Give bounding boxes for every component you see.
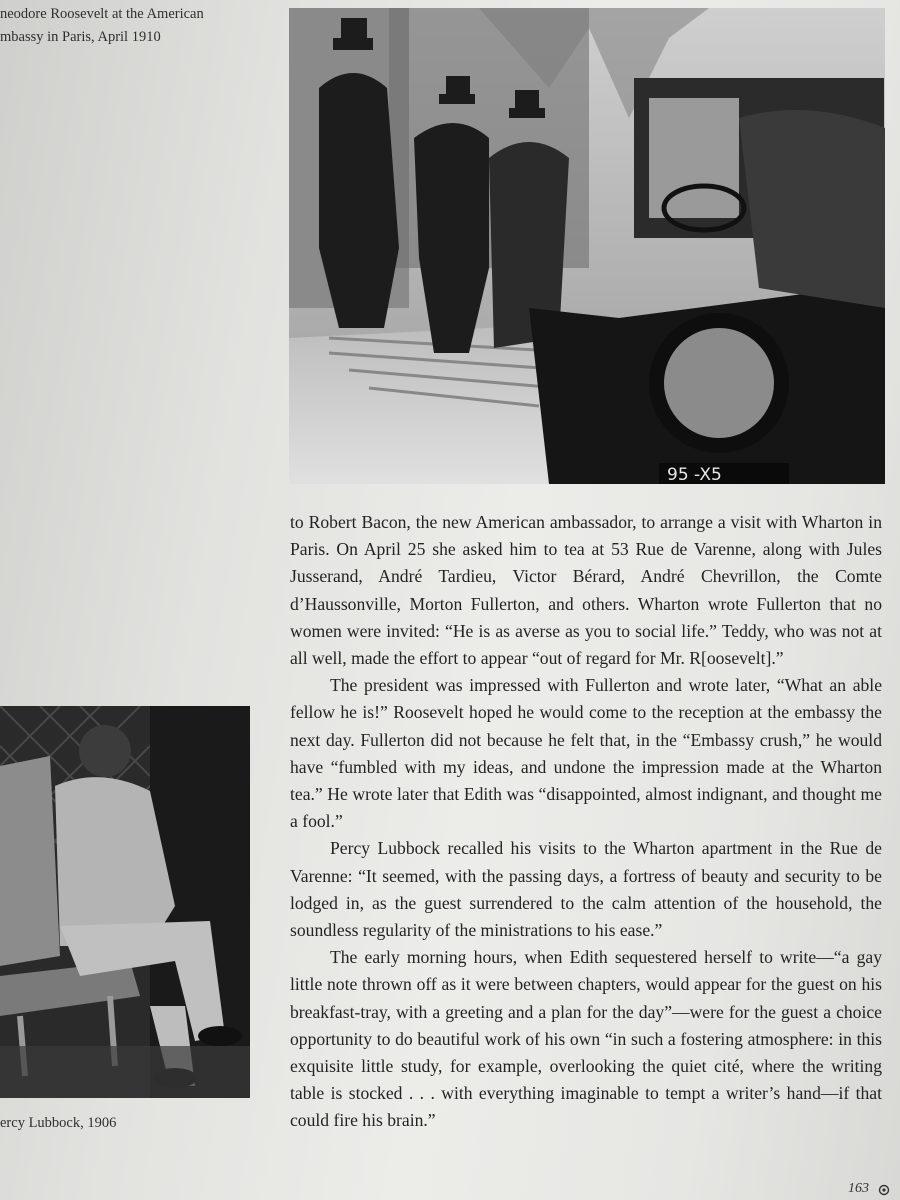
- page-number: 163: [848, 1181, 869, 1196]
- caption-line: neodore Roosevelt at the American: [0, 6, 204, 22]
- photo-percy-lubbock: [0, 706, 250, 1098]
- photo-roosevelt-embassy: [289, 8, 885, 484]
- paragraph: The president was impressed with Fullerton and wrote later, “What an able fellow he is!” Roosevelt hoped he would come to the reception at the embassy the next day. Fullerton did not because he felt that, in the “Embassy crush,” he would have “fumbled with my ideas, and undone the impression made at the Wharton tea.” He wrote later that Edith was “disappointed, almost indignant, and thought me a fool.”: [290, 675, 882, 832]
- paragraph: The early morning hours, when Edith sequestered herself to write—“a gay little note thrown off as it were between chapters, would appear for the guest on his breakfast-tray, with a greeting and a plan for the day”—were for the guest a choice opportunity to do beautiful work of his own “in such a fostering atmosphere: in this exquisite little study, for example, overlooking the quiet cité, where the writing table is stocked . . . with everything imaginable to tempt a writer’s hand—if that could fire his brain.”: [290, 947, 882, 1131]
- caption-line: mbassy in Paris, April 1910: [0, 29, 161, 45]
- lubbock-photo-illustration: [0, 706, 250, 1098]
- roosevelt-photo-illustration: [289, 8, 885, 484]
- paragraph: to Robert Bacon, the new American ambassador, to arrange a visit with Wharton in Paris. On April 25 she asked him to tea at 53 Rue de Varenne, along with Jules Jusserand, André Tardieu, Victor Bérard, André Chevrillon, the Comte d’Haussonville, Morton Fullerton, and others. Wharton wrote Fullerton that no women were invited: “He is as averse as you to social life.” Teddy, who was not at all well, made the effort to appear “out of regard for Mr. R[oosevelt].”: [290, 512, 882, 669]
- paragraph: Percy Lubbock recalled his visits to the Wharton apartment in the Rue de Varenne: “It seemed, with the passing days, a fortress of beauty and security to be lodged in, as the guest surrendered to the calm attention of the household, the soundless regularity of the ministrations to his ease.”: [290, 838, 882, 941]
- photo-caption-roosevelt: [0, 3, 260, 49]
- photo-caption-lubbock: ercy Lubbock, 1906: [0, 1115, 117, 1131]
- fleuron-icon: [878, 1184, 890, 1196]
- article-text: [290, 509, 882, 1135]
- license-plate-text: 95 -X5: [667, 465, 722, 484]
